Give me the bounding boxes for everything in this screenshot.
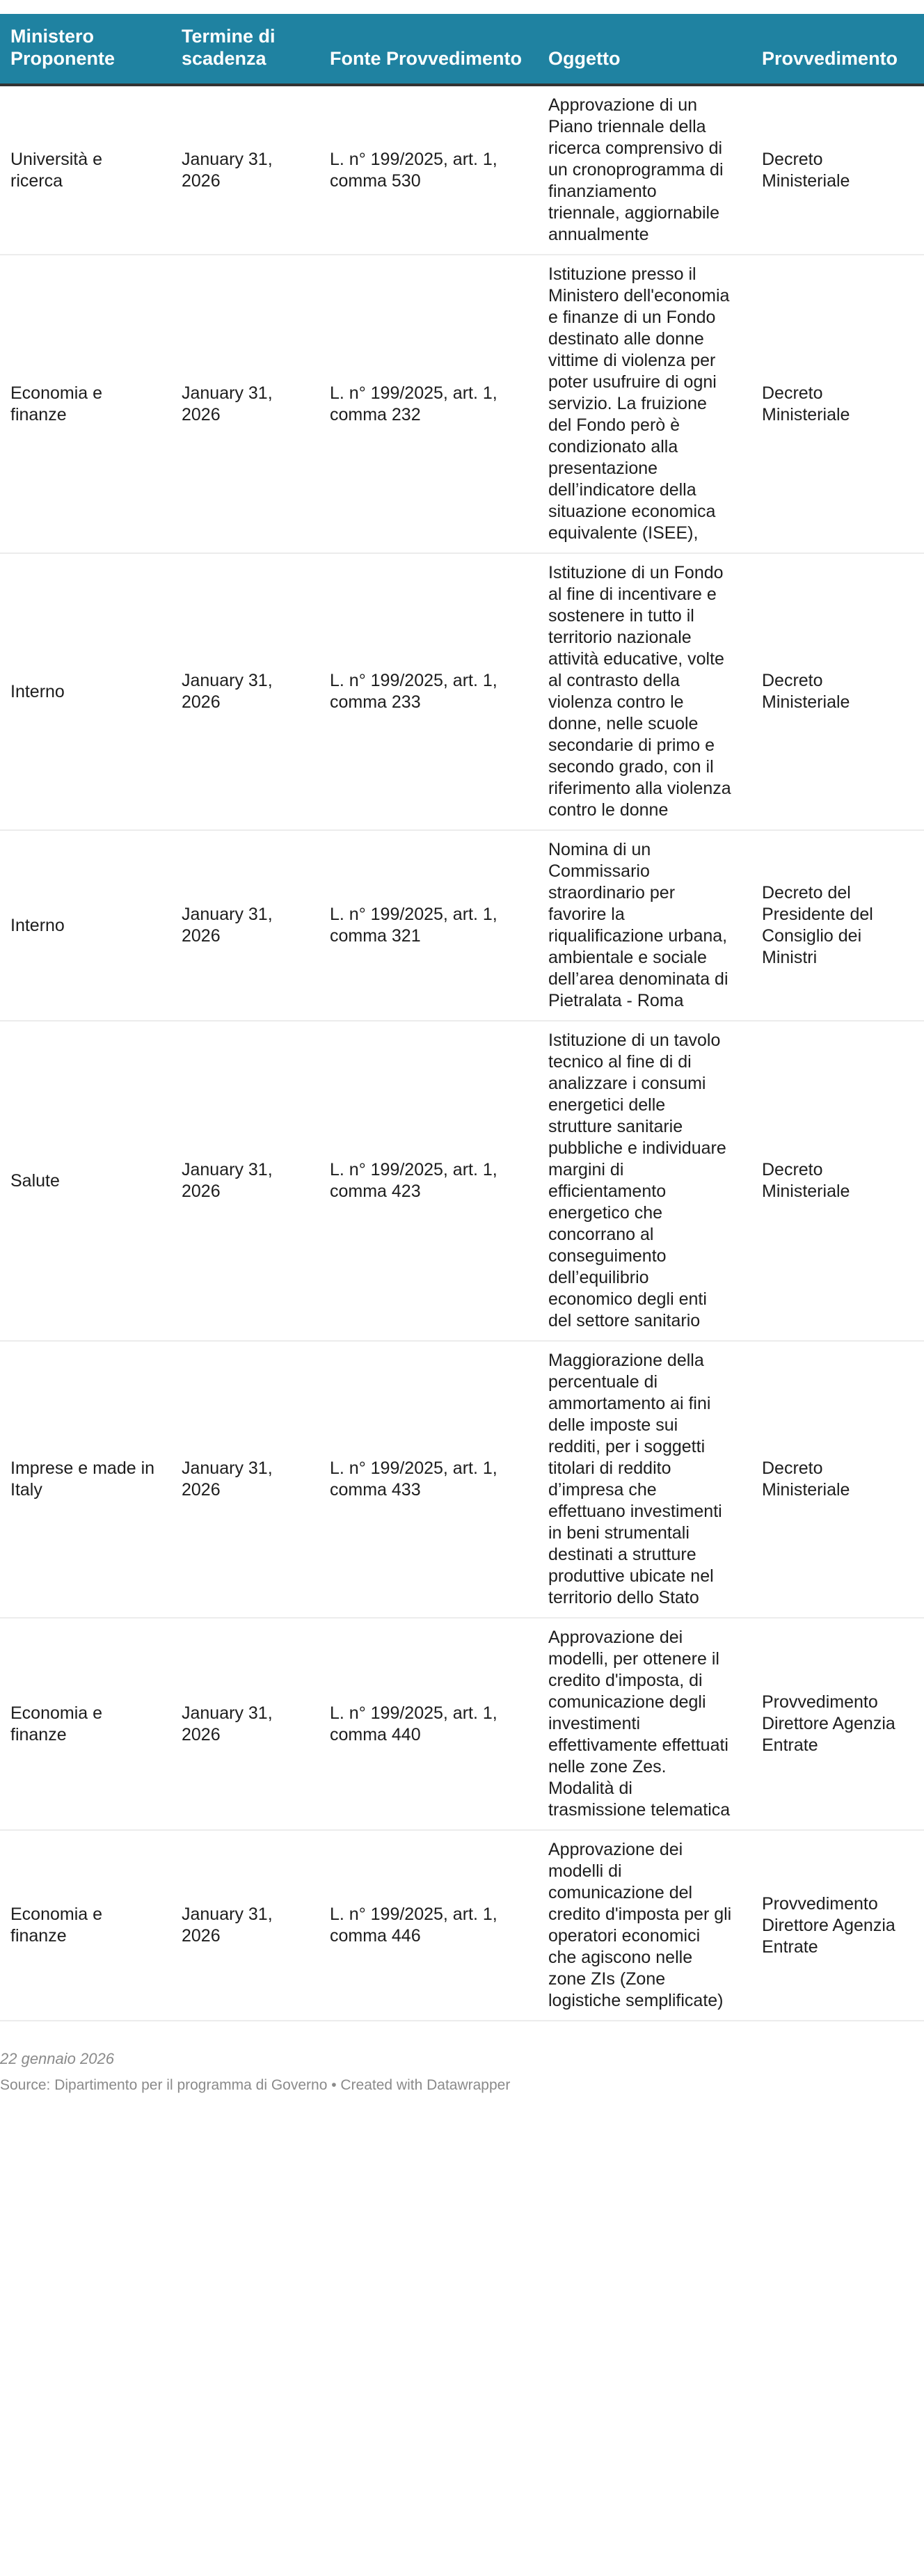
table-row	[0, 255, 924, 553]
cell-fonte: L. n° 199/2025, art. 1, comma 233	[319, 553, 538, 830]
cell-provvedimento: Provvedimento Direttore Agenzia Entrate	[751, 1830, 924, 2021]
column-header-fonte[interactable]: Fonte Provvedimento	[319, 14, 538, 85]
table-row	[0, 1830, 924, 2021]
cell-oggetto: Maggiorazione della percentuale di ammortamento ai fini delle imposte sui redditi, per i soggetti titolari di reddito d’impresa che effettuano investimenti in beni strumentali destinati a strutture produttive ubicate nel territorio dello Stato	[538, 1341, 751, 1618]
footer-date: 22 gennaio 2026	[0, 2050, 114, 2067]
column-header-termine[interactable]: Termine di scadenza	[171, 14, 319, 85]
cell-fonte: L. n° 199/2025, art. 1, comma 433	[319, 1341, 538, 1618]
cell-termine: January 31, 2026	[171, 255, 319, 553]
footer	[0, 2021, 924, 2095]
cell-oggetto: Approvazione dei modelli di comunicazione del credito d'imposta per gli operatori economici che agiscono nelle zone ZIs (Zone logistiche semplificate)	[538, 1830, 751, 2021]
cell-termine: January 31, 2026	[171, 553, 319, 830]
cell-provvedimento: Decreto Ministeriale	[751, 553, 924, 830]
cell-termine: January 31, 2026	[171, 1341, 319, 1618]
table-row	[0, 1618, 924, 1830]
cell-oggetto: Approvazione dei modelli, per ottenere il credito d'imposta, di comunicazione degli investimenti effettivamente effettuati nelle zone Zes. Modalità di trasmissione telematica	[538, 1618, 751, 1830]
cell-oggetto: Istituzione di un tavolo tecnico al fine di di analizzare i consumi energetici delle strutture sanitarie pubbliche e individuare margini di efficientamento energetico che concorrano al conseguimento dell’equilibrio economico degli enti del settore sanitario	[538, 1021, 751, 1341]
cell-fonte: L. n° 199/2025, art. 1, comma 423	[319, 1021, 538, 1341]
cell-oggetto: Istituzione di un Fondo al fine di incentivare e sostenere in tutto il territorio nazionale attività educative, volte al contrasto della violenza contro le donne, nelle scuole secondarie di primo e secondo grado, con il riferimento alla violenza contro le donne	[538, 553, 751, 830]
cell-provvedimento: Decreto Ministeriale	[751, 85, 924, 255]
cell-provvedimento: Decreto Ministeriale	[751, 255, 924, 553]
cell-fonte: L. n° 199/2025, art. 1, comma 446	[319, 1830, 538, 2021]
cell-termine: January 31, 2026	[171, 830, 319, 1021]
cell-ministero: Salute	[0, 1021, 171, 1341]
cell-provvedimento: Decreto Ministeriale	[751, 1341, 924, 1618]
footer-source: Source: Dipartimento per il programma di Governo • Created with Datawrapper	[0, 2077, 511, 2093]
cell-provvedimento: Decreto Ministeriale	[751, 1021, 924, 1341]
cell-termine: January 31, 2026	[171, 85, 319, 255]
cell-oggetto: Nomina di un Commissario straordinario per favorire la riqualificazione urbana, ambientale e sociale dell’area denominata di Pietralata - Roma	[538, 830, 751, 1021]
cell-ministero: Economia e finanze	[0, 1618, 171, 1830]
cell-ministero: Economia e finanze	[0, 255, 171, 553]
table-row	[0, 553, 924, 830]
cell-provvedimento: Decreto del Presidente del Consiglio dei Ministri	[751, 830, 924, 1021]
data-table	[0, 14, 924, 2021]
table-row	[0, 85, 924, 255]
table-row	[0, 1021, 924, 1341]
cell-fonte: L. n° 199/2025, art. 1, comma 440	[319, 1618, 538, 1830]
table-body	[0, 85, 924, 2021]
cell-termine: January 31, 2026	[171, 1021, 319, 1341]
cell-oggetto: Istituzione presso il Ministero dell'economia e finanze di un Fondo destinato alle donne vittime di violenza per poter usufruire di ogni servizio. La fruizione del Fondo però è condizionato alla presentazione dell’indicatore della situazione economica equivalente (ISEE),	[538, 255, 751, 553]
cell-provvedimento: Provvedimento Direttore Agenzia Entrate	[751, 1618, 924, 1830]
cell-fonte: L. n° 199/2025, art. 1, comma 321	[319, 830, 538, 1021]
table-header	[0, 14, 924, 85]
cell-ministero: Interno	[0, 553, 171, 830]
table-row	[0, 1341, 924, 1618]
cell-termine: January 31, 2026	[171, 1830, 319, 2021]
column-header-ministero[interactable]: Ministero Proponente	[0, 14, 171, 85]
cell-ministero: Interno	[0, 830, 171, 1021]
column-header-oggetto[interactable]: Oggetto	[538, 14, 751, 85]
cell-fonte: L. n° 199/2025, art. 1, comma 232	[319, 255, 538, 553]
cell-ministero: Università e ricerca	[0, 85, 171, 255]
cell-oggetto: Approvazione di un Piano triennale della ricerca comprensivo di un cronoprogramma di finanziamento triennale, aggiornabile annualmente	[538, 85, 751, 255]
cell-fonte: L. n° 199/2025, art. 1, comma 530	[319, 85, 538, 255]
cell-ministero: Economia e finanze	[0, 1830, 171, 2021]
cell-ministero: Imprese e made in Italy	[0, 1341, 171, 1618]
table-row	[0, 830, 924, 1021]
cell-termine: January 31, 2026	[171, 1618, 319, 1830]
column-header-provvedimento[interactable]: Provvedimento	[751, 14, 924, 85]
